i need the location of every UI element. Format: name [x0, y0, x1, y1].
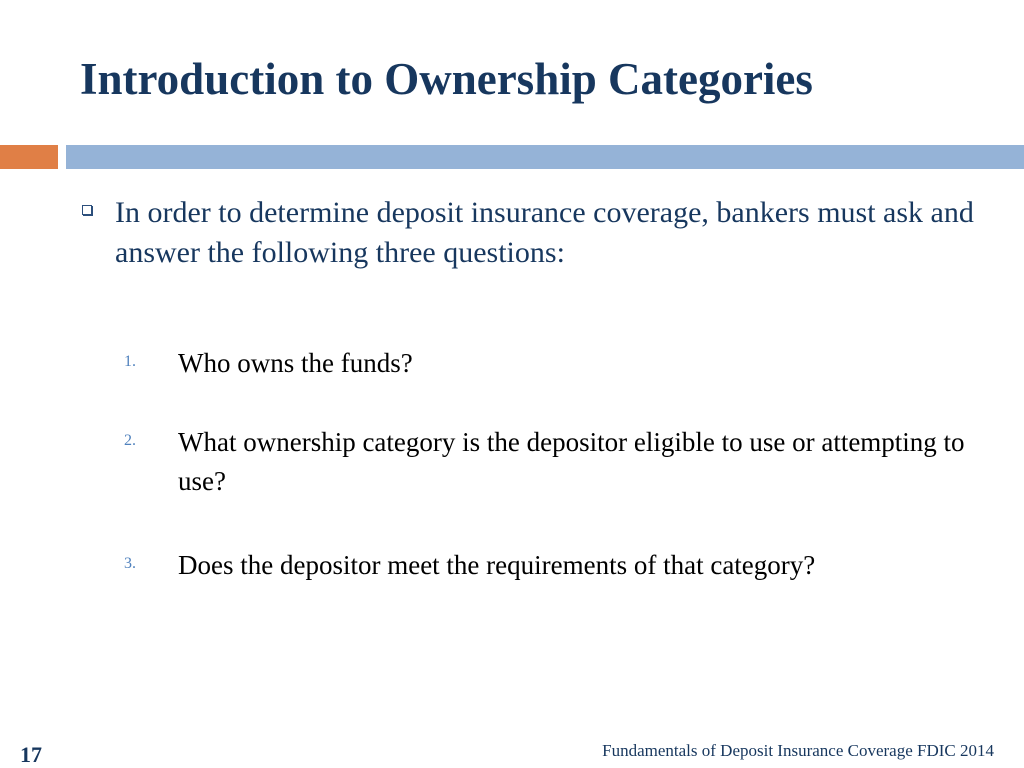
question-item: [120, 423, 980, 501]
page-number: 17: [20, 742, 42, 767]
footer-text: Fundamentals of Deposit Insurance Coverage FDIC 2014: [602, 741, 994, 760]
question-item: [120, 344, 980, 383]
question-number: 2.: [124, 432, 136, 449]
question-item: [120, 546, 980, 585]
question-number: 1.: [124, 353, 136, 370]
main-bullet-text: In order to determine deposit insurance coverage, bankers must ask and answer the following three questions:: [115, 196, 974, 269]
questions-list: [120, 344, 980, 625]
main-bullet-point: [80, 193, 980, 273]
question-text: Who owns the funds?: [178, 348, 413, 378]
title-divider-bar: [66, 145, 1024, 169]
slide-title: Introduction to Ownership Categories: [80, 54, 813, 104]
question-text: What ownership category is the depositor eligible to use or attempting to use?: [178, 427, 965, 496]
question-number: 3.: [124, 555, 136, 572]
square-bullet-icon: [82, 205, 92, 215]
title-divider-accent: [0, 145, 58, 169]
question-text: Does the depositor meet the requirements of that category?: [178, 550, 816, 580]
